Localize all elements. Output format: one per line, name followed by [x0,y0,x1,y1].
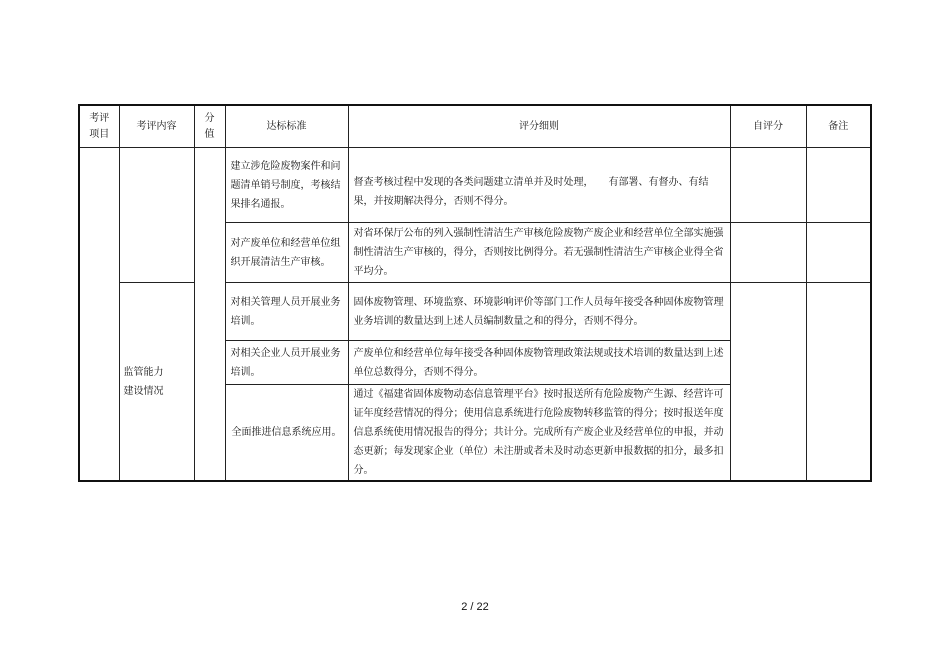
header-content: 考评内容 [119,105,194,148]
content-cell [119,148,194,283]
self-score-cell [730,283,806,482]
standard-cell: 建立涉危险废物案件和问题清单销号制度，考核结果排名通报。 [225,148,348,223]
score-cell [194,148,225,482]
rules-cell: 通过《福建省固体废物动态信息管理平台》按时报送所有危险废物产生源、经营许可证年度经营情况的得分；使用信息系统进行危险废物转移监管的得分；按时报送年度信息系统使用情况报告的得分；共计分。完成所有产废企业及经营单位的申报，并动态更新；每发现家企业（单位）未注册或者未及时动态更新申报数据的扣分，最多扣分。 [348,385,730,482]
rules-cell: 固体废物管理、环境监察、环境影响评价等部门工作人员每年接受各种固体废物管理业务培训的数量达到上述人员编制数量之和的得分，否则不得分。 [348,283,730,341]
header-item: 考评 项目 [79,105,119,148]
remarks-cell [806,283,871,482]
section-label: 监管能力 建设情况 [123,366,164,397]
header-standard: 达标标准 [225,105,348,148]
section-label-cell [119,283,194,482]
self-score-cell [730,223,806,283]
header-score: 分 值 [194,105,225,148]
standard-cell: 全面推进信息系统应用。 [225,385,348,482]
standard-cell: 对相关管理人员开展业务培训。 [225,283,348,341]
header-self-score: 自评分 [730,105,806,148]
item-cell [79,148,119,482]
standard-cell: 对产废单位和经营单位组织开展清洁生产审核。 [225,223,348,283]
standard-cell: 对相关企业人员开展业务培训。 [225,341,348,385]
self-score-cell [730,148,806,223]
assessment-table [78,104,872,482]
rules-cell: 督查考核过程中发现的各类问题建立清单并及时处理， 有部署、有督办、有结果，并按期解决得分，否则不得分。 [348,148,730,223]
remarks-cell [806,223,871,283]
header-row [79,105,871,148]
table-row [79,148,871,223]
rules-cell: 对省环保厅公布的列入强制性清洁生产审核危险废物产废企业和经营单位全部实施强制性清洁生产审核的，得分，否则按比例得分。若无强制性清洁生产审核企业得全省平均分。 [348,223,730,283]
header-remarks: 备注 [806,105,871,148]
header-rules: 评分细则 [348,105,730,148]
remarks-cell [806,148,871,223]
rules-cell: 产废单位和经营单位每年接受各种固体废物管理政策法规或技术培训的数量达到上述单位总数得分，否则不得分。 [348,341,730,385]
page-number: 2 / 22 [461,601,489,613]
